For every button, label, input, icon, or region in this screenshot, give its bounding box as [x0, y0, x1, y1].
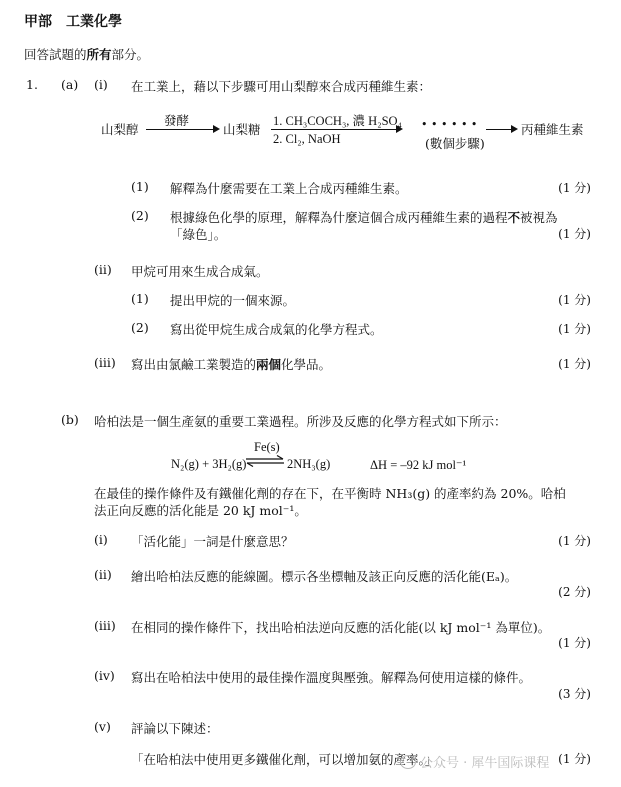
subpart-label: (i)	[94, 77, 108, 92]
subsub-label: (1)	[131, 179, 149, 194]
scheme-start: 山梨醇	[101, 122, 139, 137]
question-text: 評論以下陳述：	[131, 721, 219, 736]
step3-arrow	[486, 129, 516, 130]
step1-arrow	[146, 129, 218, 130]
question-text: 寫出由氯鹼工業製造的兩個化學品。	[131, 357, 332, 372]
question-text: 「活化能」一詞是什麼意思？	[131, 534, 294, 549]
question-text: 在工業上，藉以下步驟可用山梨醇來合成丙種維生素：	[131, 79, 432, 94]
subpart-label: (iv)	[94, 668, 115, 683]
watermark: 公众号 · 犀牛国际课程	[400, 752, 549, 771]
step2-arrow	[271, 129, 401, 130]
question-text-line2: 「綠色」。	[170, 227, 227, 242]
equation-lhs: N₂(g) + 3H₂(g)	[171, 457, 247, 471]
subpart-label: (iii)	[94, 618, 116, 633]
instruction: 回答試題的所有部分。	[24, 47, 150, 62]
section-title: 甲部 工業化學	[24, 14, 122, 30]
question-text: 繪出哈柏法反應的能線圖。標示各坐標軸及該正向反應的活化能(Eₐ)。	[131, 569, 518, 584]
scheme-dots-note: (數個步驟)	[425, 136, 485, 151]
part-label: (b)	[61, 412, 79, 427]
step2-reagent-bottom: 2. Cl₂, NaOH	[273, 132, 341, 146]
question-text: 解釋為什麼需要在工業上合成丙種維生素。	[170, 181, 408, 196]
subpart-label: (ii)	[94, 567, 112, 582]
equation-rhs: 2NH₃(g)	[287, 457, 331, 471]
marks: (1 分)	[558, 357, 591, 371]
marks: (1 分)	[558, 181, 591, 195]
paragraph-line2: 法正向反應的活化能是 20 kJ mol⁻¹。	[94, 503, 307, 518]
question-text: 根據綠色化學的原理，解釋為什麼這個合成丙種維生素的過程不被視為	[170, 210, 558, 225]
equilibrium-arrow	[245, 455, 285, 467]
marks: (1 分)	[558, 227, 591, 241]
quoted-statement: 「在哈柏法中使用更多鐵催化劑，可以增加氨的產率。」	[131, 752, 438, 767]
subsub-label: (1)	[131, 291, 149, 306]
marks: (1 分)	[558, 322, 591, 336]
subpart-label: (iii)	[94, 355, 116, 370]
equation-enthalpy: ΔH = –92 kJ mol⁻¹	[370, 458, 467, 472]
step1-reagent: 發酵	[164, 113, 190, 128]
question-text: 寫出在哈柏法中使用的最佳操作溫度與壓強。解釋為何使用這樣的條件。	[131, 670, 532, 685]
equation-catalyst: Fe(s)	[254, 440, 280, 454]
step2-reagent-top: 1. CH₃COCH₃, 濃 H₂SO₄	[273, 114, 402, 128]
marks: (1 分)	[558, 293, 591, 307]
subsub-label: (2)	[131, 208, 149, 223]
subpart-label: (v)	[94, 719, 111, 734]
scheme-end: 丙種維生素	[521, 122, 584, 137]
subpart-label: (ii)	[94, 262, 112, 277]
marks: (3 分)	[558, 687, 591, 701]
marks: (1 分)	[558, 534, 591, 548]
paragraph-line1: 在最佳的操作條件及有鐵催化劑的存在下，在平衡時 NH₃(g) 的產率約為 20%。哈柏	[94, 486, 566, 501]
question-text: 哈柏法是一個生產氨的重要工業過程。所涉及反應的化學方程式如下所示：	[94, 414, 507, 429]
question-number: 1.	[26, 77, 38, 92]
question-text: 在相同的操作條件下，找出哈柏法逆向反應的活化能(以 kJ mol⁻¹ 為單位)。	[131, 620, 551, 635]
question-text: 寫出從甲烷生成合成氣的化學方程式。	[170, 322, 383, 337]
scheme-dots: • • • • • •	[421, 118, 478, 131]
subsub-label: (2)	[131, 320, 149, 335]
marks: (1 分)	[558, 752, 591, 766]
wechat-icon	[400, 755, 416, 769]
question-text: 提出甲烷的一個來源。	[170, 293, 296, 308]
marks: (1 分)	[558, 636, 591, 650]
marks: (2 分)	[558, 585, 591, 599]
scheme-mid: 山梨糖	[223, 122, 261, 137]
part-label: (a)	[61, 77, 79, 92]
subpart-label: (i)	[94, 532, 108, 547]
question-text: 甲烷可用來生成合成氣。	[131, 264, 269, 279]
